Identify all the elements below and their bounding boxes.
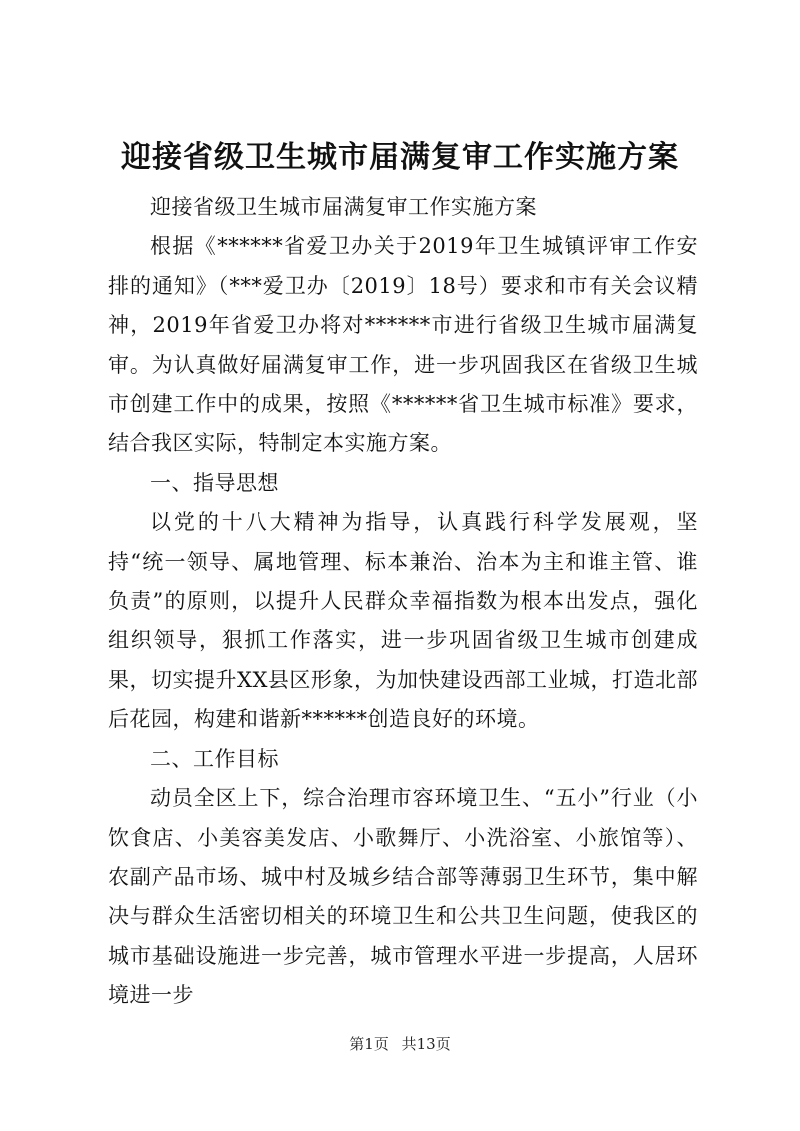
- page-footer: [0, 1034, 800, 1054]
- section-heading-guiding-ideology: 一、指导思想: [150, 470, 279, 495]
- work-goals-paragraph: 动员全区上下，综合治理市容环境卫生、“五小”行业（小饮食店、小美容美发店、小歌舞厅、小洗浴室、小旅馆等）、农副产品市场、城中村及城乡结合部等薄弱卫生环节，集中解决与群众生活密切相关的环境卫生和公共卫生问题，使我区的城市基础设施进一步完善，城市管理水平进一步提高，人居环境进一步: [108, 786, 698, 1008]
- document-body: [108, 188, 698, 1016]
- section-heading-work-goals: 二、工作目标: [150, 746, 279, 771]
- subtitle-paragraph: 迎接省级卫生城市届满复审工作实施方案: [150, 195, 537, 219]
- document-title: 迎接省级卫生城市届满复审工作实施方案: [121, 140, 679, 175]
- page-total: 共13页: [401, 1035, 451, 1053]
- guiding-ideology-paragraph: 以党的十八大精神为指导，认真践行科学发展观，坚持“统一领导、属地管理、标本兼治、治本为主和谁主管、谁负责”的原则，以提升人民群众幸福指数为根本出发点，强化组织领导，狠抓工作落实，进一步巩固省级卫生城市创建成果，切实提升XX县区形象，为加快建设西部工业城，打造北部后花园，构建和谐新******创造良好的环境。: [108, 510, 698, 732]
- intro-paragraph: 根据《******省爱卫办关于2019年卫生城镇评审工作安排的通知》（***爱卫办〔2019〕18号）要求和市有关会议精神，2019年省爱卫办将对******市进行省级卫生城市届满复审。为认真做好届满复审工作，进一步巩固我区在省级卫生城市创建工作中的成果，按照《******省卫生城市标准》要求，结合我区实际，特制定本实施方案。: [108, 234, 698, 456]
- page-number: 第1页: [349, 1035, 389, 1053]
